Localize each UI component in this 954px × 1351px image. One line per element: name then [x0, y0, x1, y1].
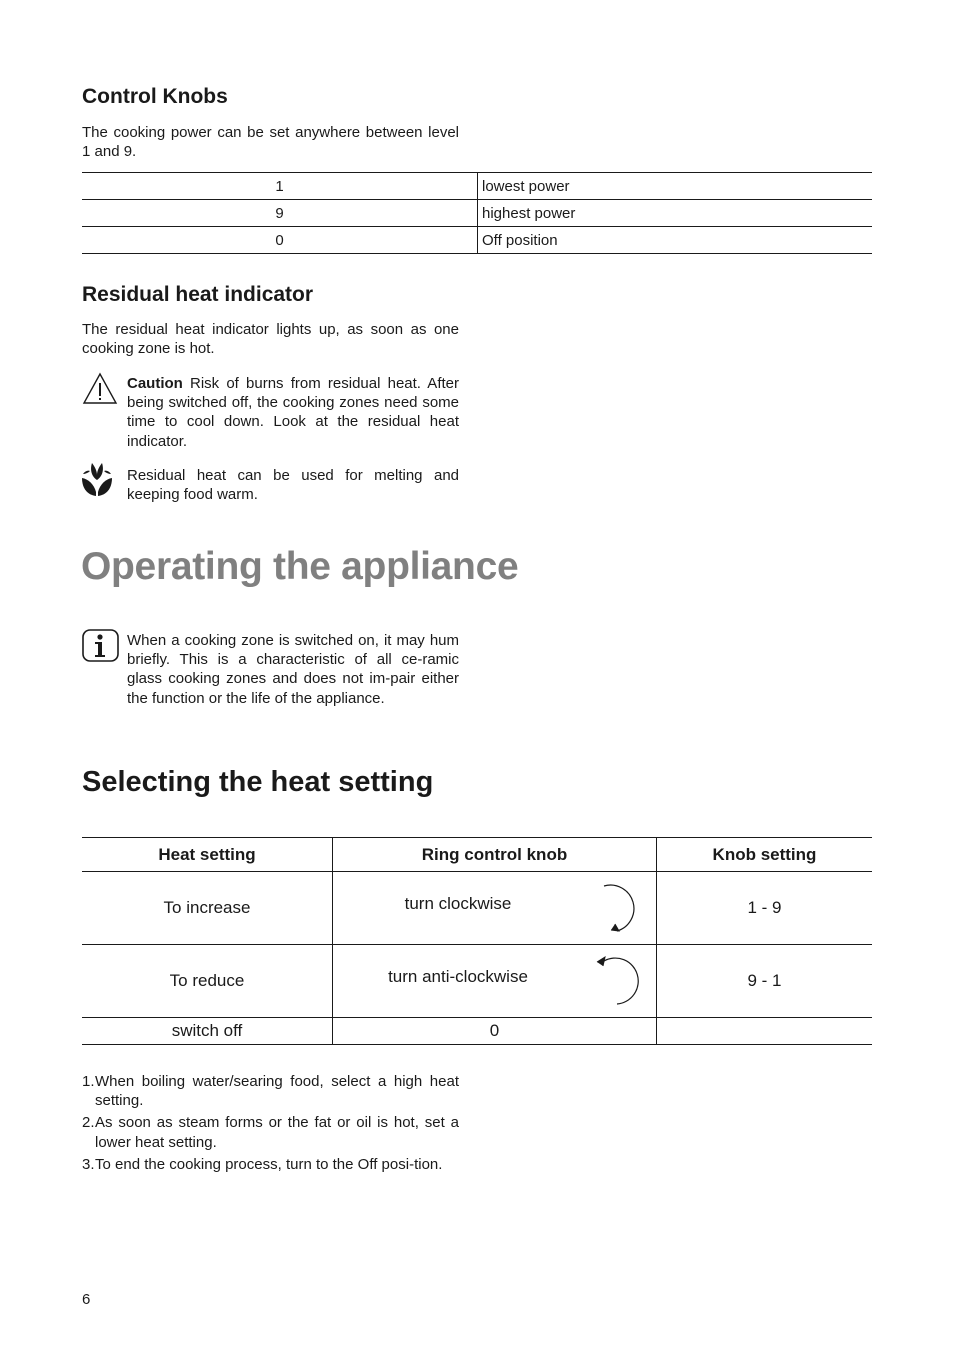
heat-setting-cell: To reduce: [82, 945, 333, 1018]
clockwise-arrow-icon: [592, 880, 648, 936]
page-number: 6: [82, 1291, 91, 1308]
control-knobs-table: [82, 172, 872, 254]
operating-heading: Operating the appliance: [81, 545, 519, 588]
step-text: When boiling water/searing food, select a high heat setting.: [95, 1073, 459, 1110]
table-row: [82, 200, 872, 227]
ring-control-cell: 0: [333, 1018, 657, 1045]
table-row: [82, 945, 872, 1018]
caution-text: Risk of burns from residual heat. After being switched off, the cooking zones need some time to cool down. Look at the residual heat indicator.: [127, 375, 459, 450]
step-number: 1.: [82, 1073, 95, 1090]
residual-intro: The residual heat indicator lights up, as soon as one cooking zone is hot.: [82, 321, 459, 358]
warning-triangle-icon: [82, 372, 118, 410]
info-icon: [82, 629, 119, 667]
knob-level-cell: 1: [82, 173, 478, 200]
knob-desc-cell: Off position: [478, 227, 873, 254]
residual-heading: Residual heat indicator: [82, 283, 314, 306]
tip-note: Residual heat can be used for melting and keeping food warm.: [127, 467, 459, 504]
step-text: As soon as steam forms or the fat or oil is hot, set a lower heat setting.: [95, 1114, 459, 1151]
knob-desc-cell: lowest power: [478, 173, 873, 200]
table-row: [82, 227, 872, 254]
knob-level-cell: 0: [82, 227, 478, 254]
info-note: When a cooking zone is switched on, it may hum briefly. This is a characteristic of all ce-ramic glass cooking zones and does not im-pair either the function or the life of the appliance.: [127, 632, 459, 707]
step-text: To end the cooking process, turn to the Off posi-tion.: [95, 1155, 443, 1173]
anticlockwise-arrow-icon: [592, 953, 648, 1009]
list-item: [82, 1155, 459, 1174]
table-header-row: [82, 838, 872, 872]
heat-setting-cell: To increase: [82, 872, 333, 945]
steps-list: [82, 1072, 459, 1177]
list-item: [82, 1113, 459, 1151]
step-number: 2.: [82, 1114, 95, 1132]
knob-level-cell: 9: [82, 200, 478, 227]
knob-desc-cell: highest power: [478, 200, 873, 227]
step-number: 3.: [82, 1155, 95, 1173]
control-knobs-intro: The cooking power can be set anywhere between level 1 and 9.: [82, 124, 459, 161]
knob-setting-cell: [657, 1018, 873, 1045]
column-header: Heat setting: [82, 838, 333, 872]
caution-label: Caution: [127, 375, 183, 392]
heat-setting-cell: switch off: [82, 1018, 333, 1045]
ring-control-cell: [333, 945, 657, 1018]
knob-setting-cell: 9 - 1: [657, 945, 873, 1018]
column-header: Ring control knob: [333, 838, 657, 872]
table-row: [82, 173, 872, 200]
ring-control-label: turn clockwise: [404, 894, 512, 913]
knob-setting-cell: 1 - 9: [657, 872, 873, 945]
heat-setting-heading: Selecting the heat setting: [82, 766, 434, 798]
control-knobs-heading: Control Knobs: [82, 85, 228, 108]
list-item: [82, 1072, 459, 1110]
environment-leaf-icon: [81, 462, 113, 503]
table-row: [82, 872, 872, 945]
table-row: [82, 1018, 872, 1045]
heat-setting-table: [82, 837, 872, 1045]
column-header: Knob setting: [657, 838, 873, 872]
caution-note: [127, 374, 459, 451]
ring-control-cell: [333, 872, 657, 945]
ring-control-label: turn anti-clockwise: [388, 967, 528, 986]
